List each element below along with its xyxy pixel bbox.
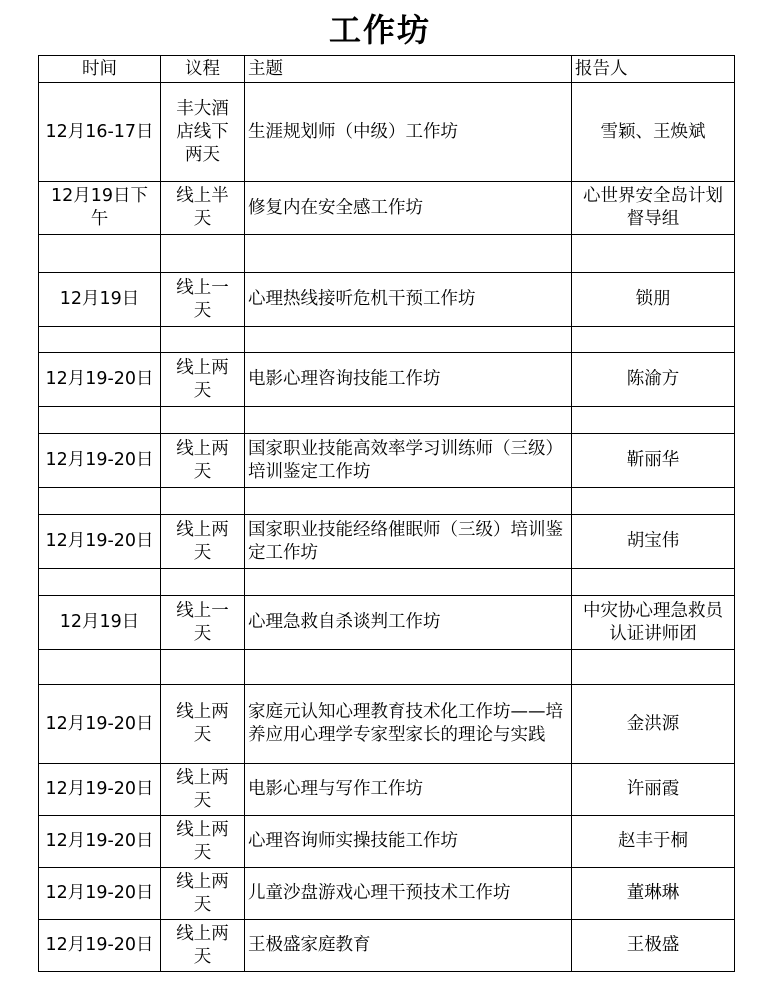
topic-cell: 家庭元认知心理教育技术化工作坊——培养应用心理学专家型家长的理论与实践 [245,685,572,764]
table-row [39,685,735,764]
topic-cell [245,235,572,273]
time-cell: 12月19-20日 [39,816,161,868]
topic-cell: 心理咨询师实操技能工作坊 [245,816,572,868]
time-cell: 12月19-20日 [39,515,161,569]
agenda-cell [161,327,245,353]
topic-cell [245,569,572,596]
table-row [39,182,735,235]
agenda-cell: 线上两天 [161,685,245,764]
topic-cell: 王极盛家庭教育 [245,920,572,972]
agenda-cell: 线上两天 [161,816,245,868]
topic-cell: 心理热线接听危机干预工作坊 [245,273,572,327]
time-cell: 12月19-20日 [39,353,161,407]
agenda-cell: 线上一天 [161,273,245,327]
speaker-cell [572,488,735,515]
time-cell [39,488,161,515]
time-cell [39,650,161,685]
speaker-cell [572,569,735,596]
table-row [39,920,735,972]
page-title: 工作坊 [328,11,431,49]
schedule-table [38,55,735,972]
header-agenda: 议程 [161,56,245,83]
table-row [39,764,735,816]
speaker-cell: 许丽霞 [572,764,735,816]
topic-cell [245,407,572,434]
table-row [39,515,735,569]
agenda-cell: 线上两天 [161,353,245,407]
agenda-cell: 线上两天 [161,868,245,920]
agenda-cell [161,407,245,434]
speaker-cell: 靳丽华 [572,434,735,488]
speaker-cell [572,327,735,353]
agenda-cell: 丰大酒店线下两天 [161,83,245,182]
topic-cell: 国家职业技能高效率学习训练师（三级）培训鉴定工作坊 [245,434,572,488]
table-row [39,273,735,327]
table-row-empty [39,488,735,515]
header-row [39,56,735,83]
time-cell: 12月19-20日 [39,685,161,764]
agenda-cell: 线上两天 [161,515,245,569]
agenda-cell: 线上一天 [161,596,245,650]
header-time: 时间 [39,56,161,83]
agenda-cell [161,488,245,515]
speaker-cell: 董琳琳 [572,868,735,920]
speaker-cell: 心世界安全岛计划督导组 [572,182,735,235]
topic-cell [245,327,572,353]
table-row [39,83,735,182]
table-row [39,353,735,407]
header-speaker: 报告人 [572,56,735,83]
time-cell: 12月19日下午 [39,182,161,235]
time-cell [39,327,161,353]
speaker-cell: 雪颖、王焕斌 [572,83,735,182]
time-cell: 12月19-20日 [39,434,161,488]
table-row-empty [39,327,735,353]
agenda-cell [161,650,245,685]
time-cell: 12月19日 [39,596,161,650]
topic-cell [245,650,572,685]
topic-cell: 修复内在安全感工作坊 [245,182,572,235]
time-cell [39,235,161,273]
topic-cell: 生涯规划师（中级）工作坊 [245,83,572,182]
agenda-cell: 线上两天 [161,764,245,816]
time-cell [39,407,161,434]
speaker-cell: 金洪源 [572,685,735,764]
time-cell: 12月19日 [39,273,161,327]
topic-cell [245,488,572,515]
table-row [39,868,735,920]
speaker-cell: 赵丰于桐 [572,816,735,868]
speaker-cell: 胡宝伟 [572,515,735,569]
speaker-cell: 王极盛 [572,920,735,972]
speaker-cell [572,407,735,434]
speaker-cell: 锁朋 [572,273,735,327]
time-cell [39,569,161,596]
table-row [39,434,735,488]
speaker-cell [572,650,735,685]
agenda-cell [161,569,245,596]
topic-cell: 儿童沙盘游戏心理干预技术工作坊 [245,868,572,920]
time-cell: 12月16-17日 [39,83,161,182]
time-cell: 12月19-20日 [39,764,161,816]
agenda-cell: 线上两天 [161,920,245,972]
speaker-cell: 陈渝方 [572,353,735,407]
table-row-empty [39,407,735,434]
agenda-cell: 线上半天 [161,182,245,235]
table-row-empty [39,235,735,273]
table-row-empty [39,569,735,596]
topic-cell: 心理急救自杀谈判工作坊 [245,596,572,650]
time-cell: 12月19-20日 [39,920,161,972]
topic-cell: 国家职业技能经络催眠师（三级）培训鉴定工作坊 [245,515,572,569]
table-row-empty [39,650,735,685]
speaker-cell [572,235,735,273]
table-row [39,596,735,650]
time-cell: 12月19-20日 [39,868,161,920]
agenda-cell: 线上两天 [161,434,245,488]
topic-cell: 电影心理咨询技能工作坊 [245,353,572,407]
header-topic: 主题 [245,56,572,83]
topic-cell: 电影心理与写作工作坊 [245,764,572,816]
speaker-cell: 中灾协心理急救员认证讲师团 [572,596,735,650]
agenda-cell [161,235,245,273]
table-row [39,816,735,868]
